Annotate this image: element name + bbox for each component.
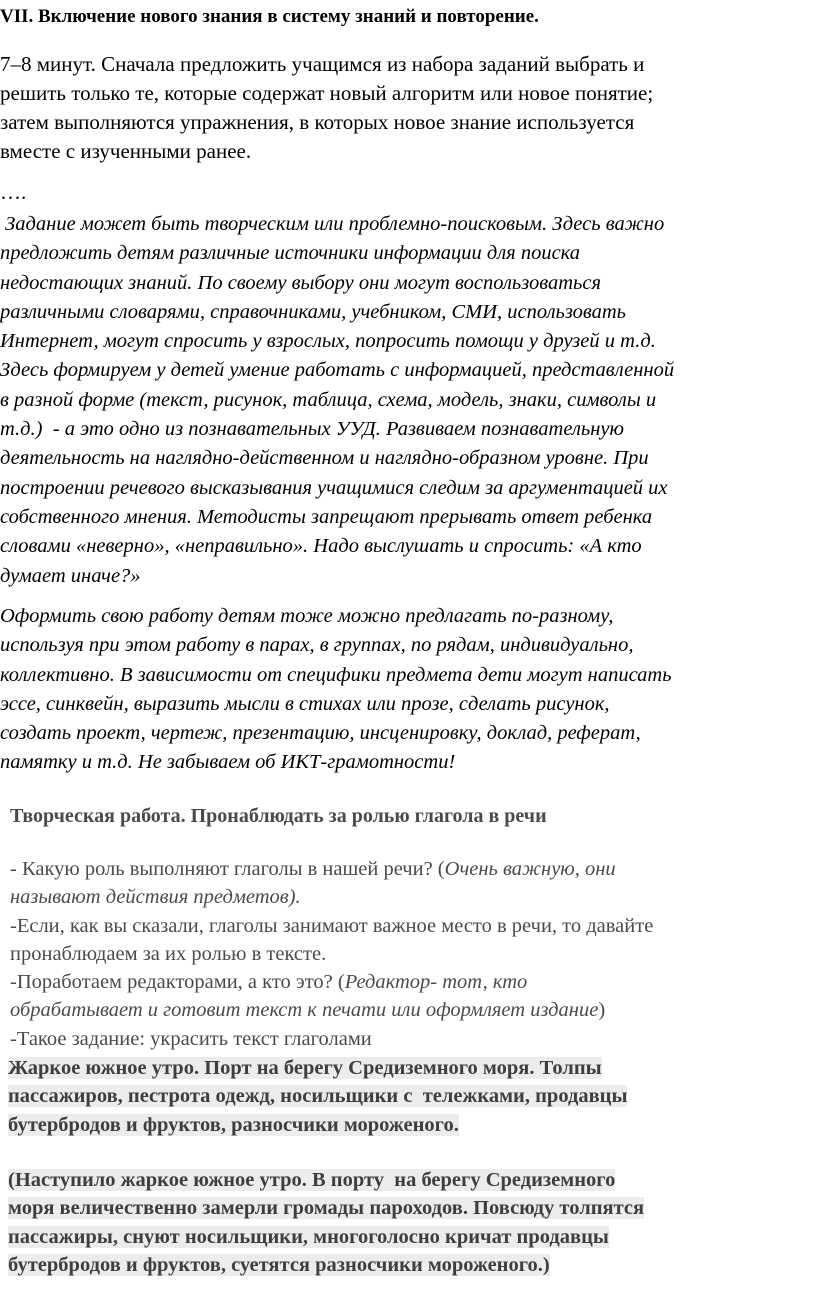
paragraph-line: коллективно. В зависимости от специфики предмета дети могут написать xyxy=(0,663,672,686)
sample-line: пассажиры, снуют носильщики, многоголосно кричат продавцы xyxy=(8,1225,609,1248)
section-heading: VII. Включение нового знания в систему знаний и повторение. xyxy=(0,6,539,27)
paragraph-line: Здесь формируем у детей умение работать с информацией, представленной xyxy=(0,359,675,382)
paragraph-line: различными словарями, справочниками, учебником, СМИ, использовать xyxy=(0,300,626,323)
italic-paragraph-task xyxy=(0,210,812,591)
paragraph-line: Задание может быть творческим или проблемно-поисковым. Здесь важно xyxy=(0,213,665,235)
answer-text: обрабатывает и готовит текст к печати или оформляет издание xyxy=(10,999,599,1022)
paragraph-line: словами «неверно», «неправильно». Надо выслушать и спросить: «А кто xyxy=(0,535,642,558)
paragraph-line: деятельность на наглядно-действенном и наглядно-образном уровне. При xyxy=(0,447,649,470)
question-text: -Поработаем редакторами, а кто это? ( xyxy=(10,971,345,994)
answer-text: Редактор- тот, кто xyxy=(344,971,528,994)
sample-line: (Наступило жаркое южное утро. В порту на берегу Средиземного xyxy=(8,1169,616,1191)
paragraph-line: используя при этом работу в парах, в группах, по рядам, индивидуально, xyxy=(0,634,634,657)
intro-paragraph xyxy=(0,50,800,166)
sample-text-improved xyxy=(8,1166,644,1279)
paragraph-line: Оформить свою работу детям тоже можно предлагать по-разному, xyxy=(0,605,614,627)
intro-line: вместе с изученными ранее. xyxy=(0,139,252,163)
paragraph-line: недостающих знаний. По своему выбору они могут воспользоваться xyxy=(0,271,601,294)
closing-paren: ) xyxy=(598,999,606,1022)
intro-line: затем выполняются упражнения, в которых новое знание используется xyxy=(0,110,635,134)
intro-line: решить только те, которые содержат новый алгоритм или новое понятие; xyxy=(0,81,654,105)
paragraph-line: построении речевого высказывания учащимися следим за аргументацией их xyxy=(0,476,668,499)
answer-line: называют действия предметов). xyxy=(10,886,301,909)
creative-work-title: Творческая работа. Пронаблюдать за ролью глагола в речи xyxy=(10,805,547,827)
ellipsis: …. xyxy=(0,180,27,204)
paragraph-line: памятку и т.д. Не забываем об ИКТ-грамотности! xyxy=(0,751,456,774)
sample-line: бутербродов и фруктов, суетятся разносчики мороженого.) xyxy=(8,1253,550,1276)
paragraph-line: предложить детям различные источники информации для поиска xyxy=(0,242,581,265)
paragraph-line: думает иначе?» xyxy=(0,564,141,587)
sample-line: пассажиров, пестрота одежд, носильщики с тележками, продавцы xyxy=(8,1085,628,1108)
paragraph-line: т.д.) - а это одно из познавательных УУД. Развиваем познавательную xyxy=(0,418,624,441)
paragraph-line: эссе, синквейн, выразить мысли в стихах или прозе, сделать рисунок, xyxy=(0,692,610,715)
sample-line: бутербродов и фруктов, разносчики мороженого. xyxy=(8,1113,459,1136)
intro-line: 7–8 минут. Сначала предложить учащимся из набора заданий выбрать и xyxy=(0,52,645,76)
sample-line: моря величественно замерли громады пароходов. Повсюду толпятся xyxy=(8,1197,645,1220)
paragraph-line: в разной форме (текст, рисунок, таблица, схема, модель, знаки, символы и xyxy=(0,388,657,411)
answer-line xyxy=(10,996,810,1024)
question-line: -Если, как вы сказали, глаголы занимают важное место в речи, то давайте xyxy=(10,914,654,937)
sample-line: Жаркое южное утро. Порт на берегу Средиземного моря. Толпы xyxy=(8,1057,602,1079)
paragraph-line: Интернет, могут спросить у взрослых, попросить помощи у друзей и т.д. xyxy=(0,330,656,353)
question-text: - Какую роль выполняют глаголы в нашей речи? ( xyxy=(10,858,445,880)
paragraph-line: создать проект, чертеж, презентацию, инсценировку, доклад, реферат, xyxy=(0,722,641,745)
question-line: пронаблюдаем за их ролью в тексте. xyxy=(10,942,327,965)
paragraph-line: собственного мнения. Методисты запрещают прерывать ответ ребенка xyxy=(0,505,653,528)
answer-text: Очень важную, они xyxy=(444,858,616,880)
task-line: -Такое задание: украсить текст глаголами xyxy=(10,1027,372,1050)
question-line xyxy=(10,968,810,996)
dialogue-block xyxy=(10,855,810,1053)
sample-text-original xyxy=(8,1054,627,1139)
question-line xyxy=(10,855,810,883)
italic-paragraph-work-forms xyxy=(0,602,812,778)
